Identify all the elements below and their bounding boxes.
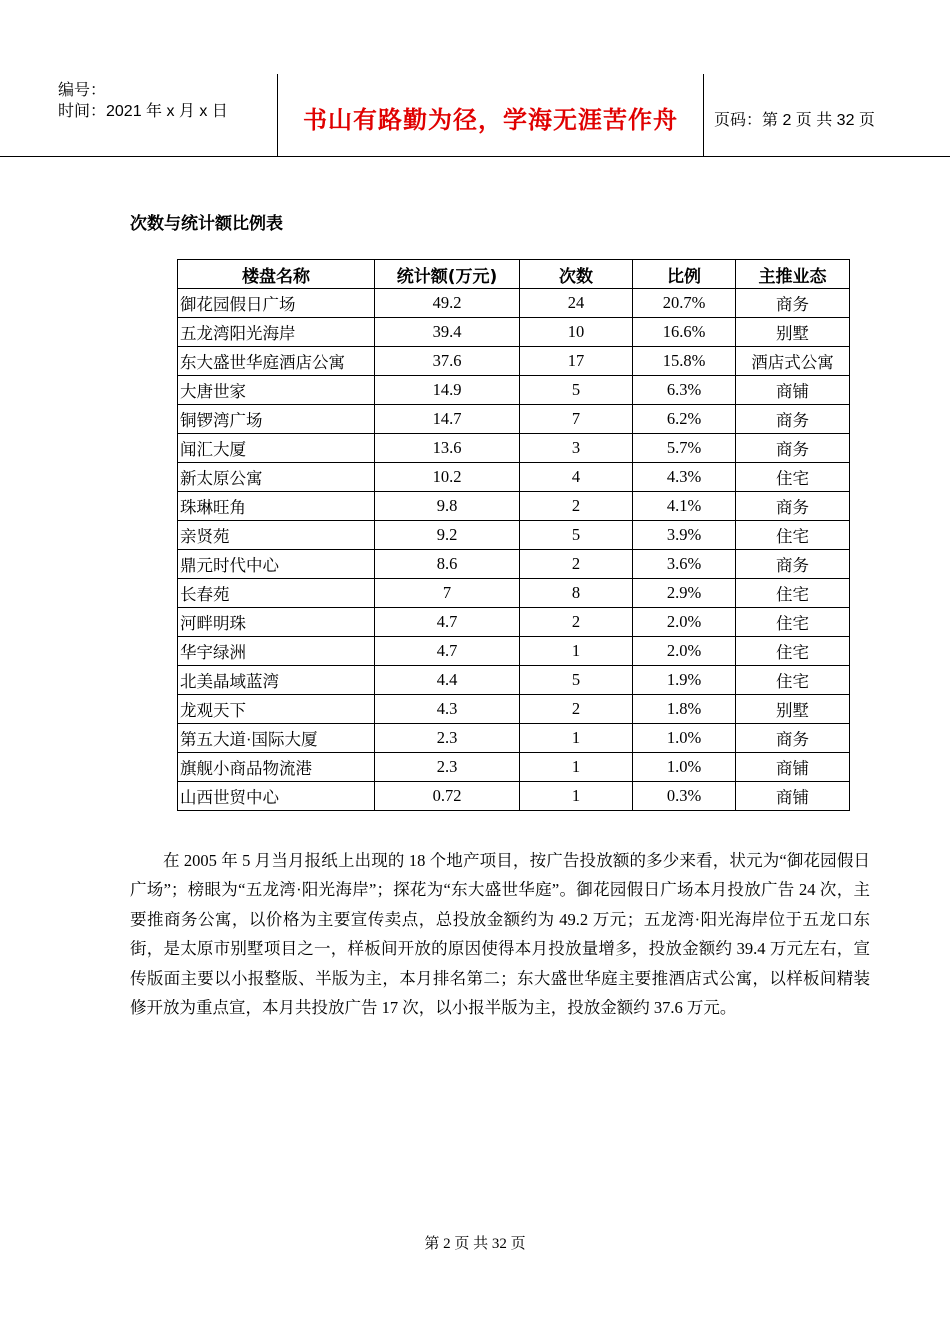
cell-amount: 9.8 <box>375 492 520 521</box>
cell-ratio: 15.8% <box>633 347 736 376</box>
cell-amount: 0.72 <box>375 782 520 811</box>
cell-amount: 37.6 <box>375 347 520 376</box>
cell-name: 亲贤苑 <box>178 521 375 550</box>
table-row <box>178 463 850 492</box>
cell-name: 御花园假日广场 <box>178 289 375 318</box>
ratio-table <box>177 259 850 811</box>
cell-ratio: 2.0% <box>633 608 736 637</box>
cell-ratio: 1.0% <box>633 753 736 782</box>
col-header-type: 主推业态 <box>736 260 850 289</box>
cell-count: 2 <box>520 608 633 637</box>
cell-ratio: 0.3% <box>633 782 736 811</box>
cell-amount: 2.3 <box>375 724 520 753</box>
cell-name: 山西世贸中心 <box>178 782 375 811</box>
cell-name: 长春苑 <box>178 579 375 608</box>
table-row <box>178 579 850 608</box>
cell-name: 第五大道·国际大厦 <box>178 724 375 753</box>
table-row <box>178 376 850 405</box>
cell-type: 商铺 <box>736 376 850 405</box>
cell-type: 商铺 <box>736 782 850 811</box>
header-motto: 书山有路勤为径，学海无涯苦作舟 <box>303 106 678 134</box>
cell-count: 5 <box>520 376 633 405</box>
cell-type: 商务 <box>736 724 850 753</box>
cell-count: 24 <box>520 289 633 318</box>
table-row <box>178 666 850 695</box>
cell-count: 17 <box>520 347 633 376</box>
header-page-number: 页码：第 2 页 共 32 页 <box>714 112 875 129</box>
cell-count: 10 <box>520 318 633 347</box>
cell-count: 8 <box>520 579 633 608</box>
col-header-amount: 统计额(万元) <box>375 260 520 289</box>
cell-amount: 4.7 <box>375 637 520 666</box>
cell-type: 住宅 <box>736 666 850 695</box>
table-row <box>178 318 850 347</box>
cell-name: 龙观天下 <box>178 695 375 724</box>
cell-count: 1 <box>520 724 633 753</box>
analysis-paragraph: 在 2005 年 5 月当月报纸上出现的 18 个地产项目，按广告投放额的多少来看，状元为“御花园假日广场”；榜眼为“五龙湾·阳光海岸”；探花为“东大盛世华庭”。御花园假日广场本月投放广告 24 次，主要推商务公寓，以价格为主要宣传卖点，总投放金额约为 49.2 万元；五龙湾·阳光海岸位于五龙口东街，是太原市别墅项目之一，样板间开放的原因使得本月投放量增多，投放金额约 39.4 万元左右，宣传版面主要以小报整版、半版为主，本月排名第二；东大盛世华庭主要推酒店式公寓，以样板间精装修开放为重点宣，本月共投放广告 17 次，以小报半版为主，投放金额约 37.6 万元。 <box>130 851 870 1018</box>
table-row <box>178 434 850 463</box>
cell-amount: 4.7 <box>375 608 520 637</box>
cell-type: 商务 <box>736 550 850 579</box>
header-divider-right <box>703 74 704 156</box>
page-header <box>0 74 950 157</box>
table-body <box>178 289 850 811</box>
cell-type: 商铺 <box>736 753 850 782</box>
table-row <box>178 492 850 521</box>
cell-count: 2 <box>520 492 633 521</box>
time-label: 时间：2021 年 x 月 x 日 <box>58 103 228 120</box>
cell-ratio: 4.1% <box>633 492 736 521</box>
cell-count: 4 <box>520 463 633 492</box>
cell-ratio: 1.9% <box>633 666 736 695</box>
cell-amount: 4.4 <box>375 666 520 695</box>
cell-type: 住宅 <box>736 579 850 608</box>
cell-count: 3 <box>520 434 633 463</box>
cell-amount: 10.2 <box>375 463 520 492</box>
cell-type: 住宅 <box>736 521 850 550</box>
cell-amount: 8.6 <box>375 550 520 579</box>
table-title: 次数与统计额比例表 <box>130 214 283 234</box>
cell-count: 2 <box>520 550 633 579</box>
table-row <box>178 608 850 637</box>
col-header-name: 楼盘名称 <box>178 260 375 289</box>
cell-amount: 4.3 <box>375 695 520 724</box>
cell-amount: 2.3 <box>375 753 520 782</box>
cell-count: 1 <box>520 782 633 811</box>
table-row <box>178 289 850 318</box>
col-header-count: 次数 <box>520 260 633 289</box>
cell-name: 铜锣湾广场 <box>178 405 375 434</box>
cell-amount: 9.2 <box>375 521 520 550</box>
page-footer: 第 2 页 共 32 页 <box>424 1236 526 1252</box>
cell-ratio: 6.3% <box>633 376 736 405</box>
cell-type: 商务 <box>736 289 850 318</box>
table-row <box>178 521 850 550</box>
table-row <box>178 550 850 579</box>
cell-amount: 7 <box>375 579 520 608</box>
table-row <box>178 753 850 782</box>
cell-type: 住宅 <box>736 608 850 637</box>
cell-type: 别墅 <box>736 695 850 724</box>
cell-count: 5 <box>520 521 633 550</box>
table-header-row <box>178 260 850 289</box>
cell-name: 闻汇大厦 <box>178 434 375 463</box>
col-header-ratio: 比例 <box>633 260 736 289</box>
cell-ratio: 1.0% <box>633 724 736 753</box>
cell-type: 商务 <box>736 492 850 521</box>
cell-count: 5 <box>520 666 633 695</box>
cell-count: 1 <box>520 753 633 782</box>
table-row <box>178 782 850 811</box>
cell-ratio: 2.9% <box>633 579 736 608</box>
header-left-block <box>58 80 228 122</box>
table-row <box>178 637 850 666</box>
cell-ratio: 1.8% <box>633 695 736 724</box>
cell-type: 住宅 <box>736 637 850 666</box>
cell-count: 7 <box>520 405 633 434</box>
cell-name: 新太原公寓 <box>178 463 375 492</box>
cell-amount: 49.2 <box>375 289 520 318</box>
cell-type: 别墅 <box>736 318 850 347</box>
cell-name: 东大盛世华庭酒店公寓 <box>178 347 375 376</box>
table-row <box>178 724 850 753</box>
cell-ratio: 2.0% <box>633 637 736 666</box>
cell-ratio: 5.7% <box>633 434 736 463</box>
cell-name: 北美晶域蓝湾 <box>178 666 375 695</box>
cell-ratio: 3.9% <box>633 521 736 550</box>
table-row <box>178 347 850 376</box>
cell-type: 酒店式公寓 <box>736 347 850 376</box>
cell-type: 商务 <box>736 434 850 463</box>
cell-count: 1 <box>520 637 633 666</box>
doc-number-label: 编号： <box>58 82 107 99</box>
cell-ratio: 4.3% <box>633 463 736 492</box>
cell-name: 珠琳旺角 <box>178 492 375 521</box>
cell-name: 鼎元时代中心 <box>178 550 375 579</box>
cell-name: 华宇绿洲 <box>178 637 375 666</box>
cell-name: 河畔明珠 <box>178 608 375 637</box>
cell-amount: 14.7 <box>375 405 520 434</box>
cell-amount: 13.6 <box>375 434 520 463</box>
cell-amount: 14.9 <box>375 376 520 405</box>
table-row <box>178 695 850 724</box>
cell-type: 住宅 <box>736 463 850 492</box>
cell-name: 大唐世家 <box>178 376 375 405</box>
cell-amount: 39.4 <box>375 318 520 347</box>
cell-count: 2 <box>520 695 633 724</box>
cell-name: 五龙湾阳光海岸 <box>178 318 375 347</box>
cell-type: 商务 <box>736 405 850 434</box>
cell-ratio: 3.6% <box>633 550 736 579</box>
cell-ratio: 16.6% <box>633 318 736 347</box>
table-row <box>178 405 850 434</box>
cell-ratio: 20.7% <box>633 289 736 318</box>
cell-name: 旗舰小商品物流港 <box>178 753 375 782</box>
cell-ratio: 6.2% <box>633 405 736 434</box>
